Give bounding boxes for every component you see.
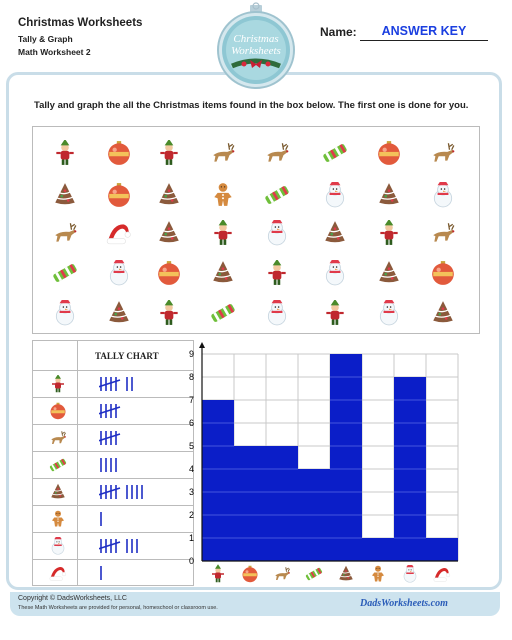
worksheet-title: Christmas Worksheets	[18, 17, 143, 29]
y-tick-label: 7	[188, 395, 194, 405]
x-axis-santa-hat-icon	[434, 568, 450, 582]
footer-note: These Math Worksheets are provided for personal, homeschool or classroom use.	[18, 605, 218, 611]
tally-header	[33, 341, 193, 370]
santa-hat-icon	[49, 564, 67, 582]
elf-icon	[264, 260, 290, 286]
instructions: Tally and graph the all the Christmas items found in the box below. The first one is done for you.	[34, 100, 469, 111]
name-label: Name:	[320, 25, 357, 39]
tally-crossbar	[99, 380, 120, 387]
x-axis-snowman-icon	[404, 565, 416, 582]
elf-icon	[49, 375, 67, 393]
tally-chart	[32, 340, 194, 586]
ornament-icon	[106, 182, 132, 208]
snowman-icon	[49, 537, 67, 555]
candy-icon	[264, 182, 290, 208]
snowman-icon	[430, 182, 456, 208]
reindeer-icon	[49, 429, 67, 447]
gingerbread-icon	[210, 182, 236, 208]
worksheet-number: Math Worksheet 2	[18, 47, 91, 57]
snowman-icon	[264, 300, 290, 326]
ornament-icon	[376, 140, 402, 166]
tally-marks	[99, 559, 189, 586]
tally-chart-title: TALLY CHART	[95, 351, 159, 361]
tally-marks	[99, 505, 189, 532]
x-axis-reindeer-icon	[275, 567, 290, 580]
tree-icon	[376, 182, 402, 208]
elf-icon	[322, 300, 348, 326]
worksheet-subtitle: Tally & Graph	[18, 34, 73, 44]
svg-text:Christmas: Christmas	[233, 33, 279, 45]
tree-icon	[376, 260, 402, 286]
y-axis-arrow	[199, 342, 205, 348]
x-axis-candy-icon	[305, 567, 322, 580]
ornament-icon	[430, 260, 456, 286]
reindeer-icon	[430, 220, 456, 246]
y-tick-label: 5	[188, 441, 194, 451]
santa-hat-icon	[106, 220, 132, 246]
snowman-icon	[52, 300, 78, 326]
ornament-logo	[210, 2, 302, 92]
tree-icon	[106, 300, 132, 326]
tree-icon	[210, 260, 236, 286]
bar-ornament-icon	[234, 446, 266, 561]
snowman-icon	[264, 220, 290, 246]
elf-icon	[376, 220, 402, 246]
candy-icon	[52, 260, 78, 286]
tally-crossbar	[99, 407, 120, 414]
tree-icon	[322, 220, 348, 246]
bar-reindeer-icon	[266, 446, 298, 561]
tally-marks	[99, 478, 189, 505]
tree-icon	[430, 300, 456, 326]
x-axis-tree-icon	[339, 566, 353, 581]
snowman-icon	[376, 300, 402, 326]
x-axis-gingerbread-icon	[372, 566, 384, 582]
snowman-icon	[322, 260, 348, 286]
tree-icon	[156, 220, 182, 246]
candy-icon	[322, 140, 348, 166]
elf-icon	[52, 140, 78, 166]
reindeer-icon	[264, 140, 290, 166]
tree-icon	[156, 182, 182, 208]
gingerbread-icon	[49, 510, 67, 528]
x-axis-ornament-icon	[243, 566, 258, 583]
y-tick-label: 1	[188, 533, 194, 543]
tree-icon	[52, 182, 78, 208]
y-tick-label: 9	[188, 349, 194, 359]
tally-column-divider	[77, 341, 78, 585]
tree-icon	[49, 483, 67, 501]
items-box	[32, 126, 480, 334]
tally-crossbar	[99, 542, 120, 549]
y-tick-label: 2	[188, 510, 194, 520]
candy-icon	[210, 300, 236, 326]
bar-graph	[180, 340, 470, 588]
tally-marks	[99, 370, 189, 397]
tally-crossbar	[99, 488, 120, 495]
copyright: Copyright © DadsWorksheets, LLC	[18, 595, 127, 602]
brand-logo: DadsWorksheets.com	[360, 598, 448, 609]
tally-marks	[99, 397, 189, 424]
snowman-icon	[106, 260, 132, 286]
y-tick-label: 4	[188, 464, 194, 474]
bar-santa-hat-icon	[426, 538, 458, 561]
y-tick-label: 3	[188, 487, 194, 497]
bar-gingerbread-icon	[362, 538, 394, 561]
candy-icon	[49, 456, 67, 474]
svg-text:Worksheets: Worksheets	[231, 45, 281, 57]
reindeer-icon	[430, 140, 456, 166]
elf-icon	[156, 300, 182, 326]
ornament-icon	[49, 402, 67, 420]
bar-elf-icon	[202, 400, 234, 561]
y-tick-label: 6	[188, 418, 194, 428]
tally-marks	[99, 532, 189, 559]
reindeer-icon	[52, 220, 78, 246]
reindeer-icon	[210, 140, 236, 166]
name-field[interactable]: ANSWER KEY	[360, 24, 488, 41]
tally-marks	[99, 424, 189, 451]
y-tick-label: 8	[188, 372, 194, 382]
ornament-icon	[106, 140, 132, 166]
snowman-icon	[322, 182, 348, 208]
ornament-icon	[156, 260, 182, 286]
y-tick-label: 0	[188, 556, 194, 566]
x-axis-elf-icon	[212, 564, 224, 582]
elf-icon	[156, 140, 182, 166]
elf-icon	[210, 220, 236, 246]
tally-crossbar	[99, 434, 120, 441]
bar-tree-icon	[330, 354, 362, 561]
tally-marks	[99, 451, 189, 478]
